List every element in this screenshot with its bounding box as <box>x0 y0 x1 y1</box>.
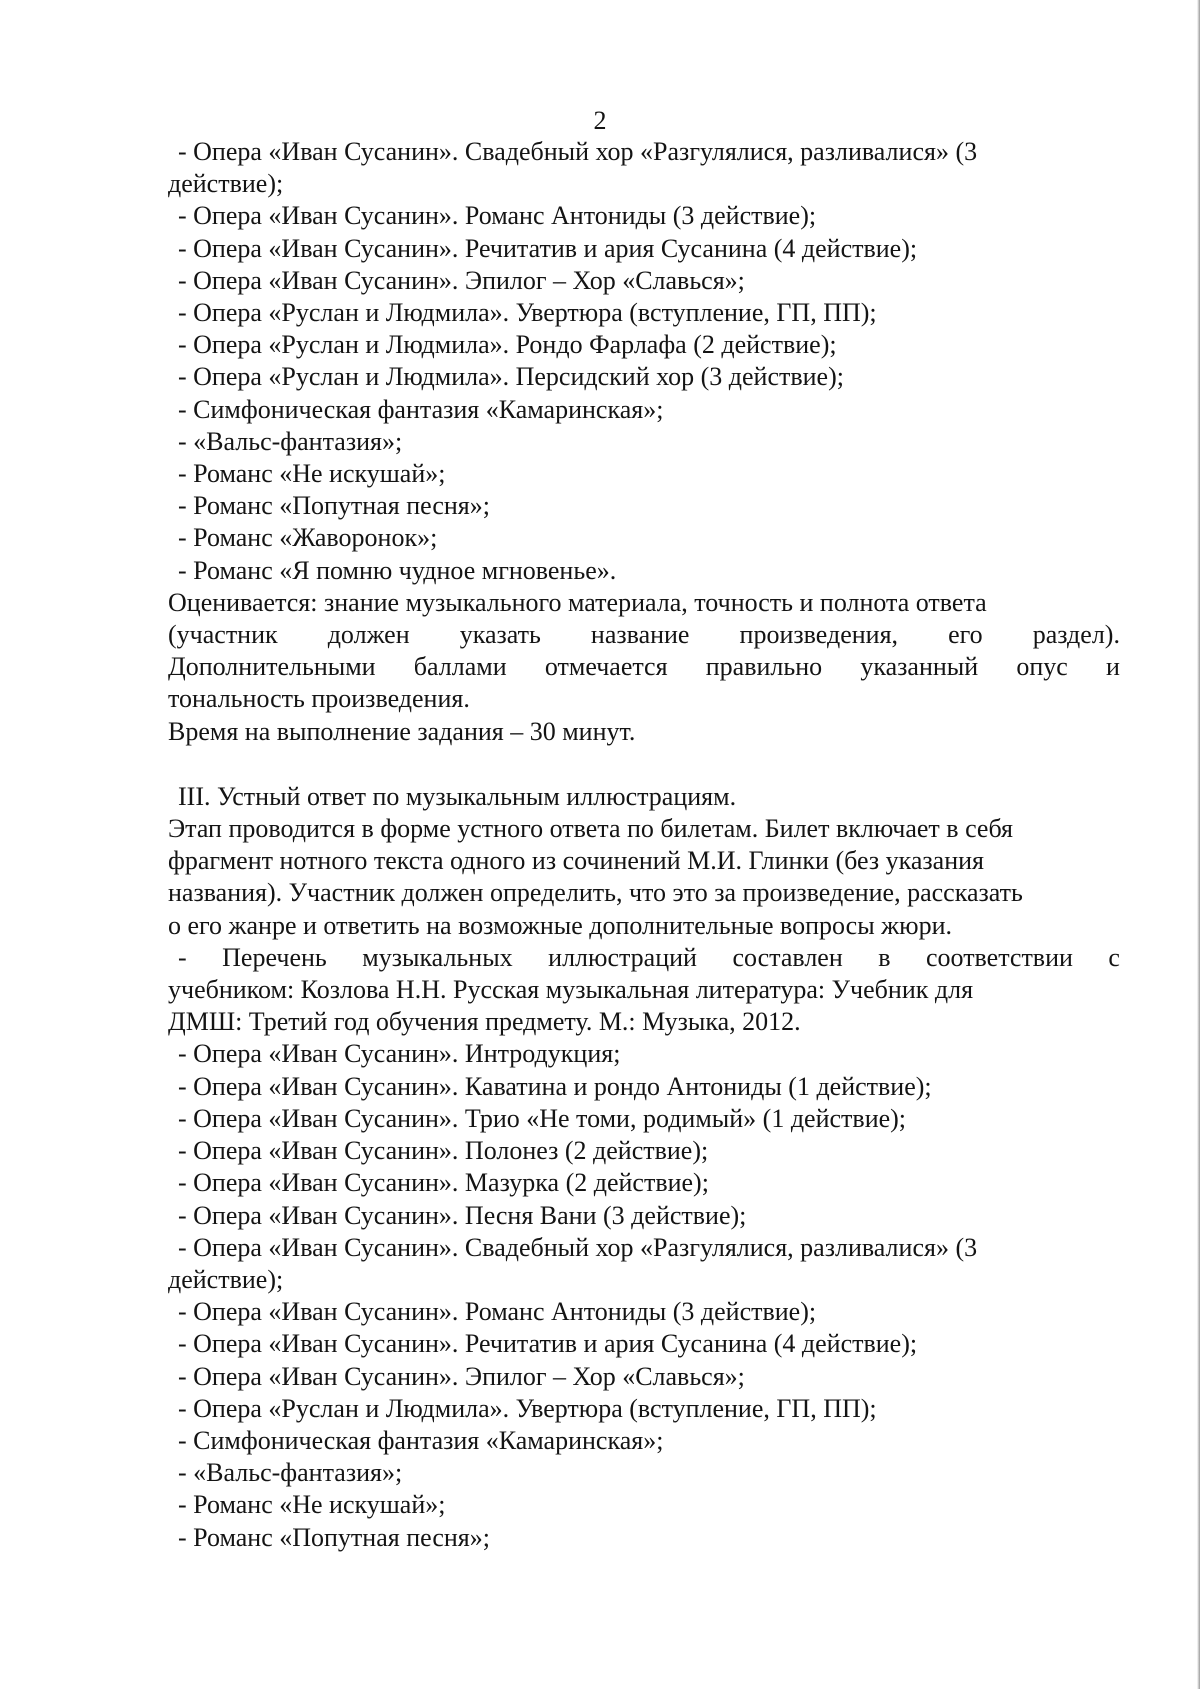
word: баллами <box>413 652 507 682</box>
list-item: - Опера «Руслан и Людмила». Рондо Фарлафа (2 действие); <box>178 330 837 360</box>
list-item: - Опера «Иван Сусанин». Речитатив и ария Сусанина (4 действие); <box>178 233 918 263</box>
word: и <box>1106 652 1120 682</box>
reference-line: учебником: Козлова Н.Н. Русская музыкальная литература: Учебник для <box>168 975 974 1005</box>
list-item: - Опера «Иван Сусанин». Эпилог – Хор «Славься»; <box>178 265 745 295</box>
section-desc-line: фрагмент нотного текста одного из сочинений М.И. Глинки (без указания <box>168 846 985 876</box>
list-item: - Опера «Иван Сусанин». Каватина и рондо Антониды (1 действие); <box>178 1071 932 1101</box>
list-item: - Опера «Руслан и Людмила». Увертюра (вступление, ГП, ПП); <box>178 298 877 328</box>
list-item-continuation: действие); <box>168 1264 284 1294</box>
list-item-text: - Опера «Иван Сусанин». Свадебный хор «Разгулялися, разливалися» (3 <box>178 137 978 166</box>
list-item: - Опера «Иван Сусанин». Речитатив и ария Сусанина (4 действие); <box>178 1329 918 1359</box>
evaluation-line: тональность произведения. <box>168 684 470 714</box>
reference-line-justified <box>168 942 1120 974</box>
list-item: - Романс «Я помню чудное мгновенье». <box>178 555 617 585</box>
word: должен <box>327 620 410 650</box>
list-item: - Опера «Иван Сусанин». Мазурка (2 действие); <box>178 1168 709 1198</box>
list-item: - Романс «Не искушай»; <box>178 1490 446 1520</box>
list-item: - Симфоническая фантазия «Камаринская»; <box>178 1425 664 1455</box>
page-content <box>168 136 1120 1554</box>
list-item-wedding-choir <box>168 1232 1120 1264</box>
list-item: - «Вальс-фантазия»; <box>178 1458 403 1488</box>
spacer <box>168 748 1120 781</box>
list-item-text: - Опера «Иван Сусанин». Свадебный хор «Разгулялися, разливалися» (3 <box>178 1232 978 1262</box>
word: соответствии <box>926 942 1073 972</box>
word: с <box>1108 942 1120 972</box>
word: указать <box>459 620 541 650</box>
section-desc-line: названия). Участник должен определить, что это за произведение, рассказать <box>168 878 1023 908</box>
list-item-wedding-choir <box>168 136 1120 168</box>
list-item: - Романс «Попутная песня»; <box>178 1522 490 1552</box>
word: Дополнительными <box>168 652 376 682</box>
word: - <box>178 942 187 972</box>
list-item: - Опера «Иван Сусанин». Романс Антониды (3 действие); <box>178 1297 817 1327</box>
evaluation-paragraph <box>168 587 1120 748</box>
word: в <box>878 942 891 972</box>
word: название <box>590 620 690 650</box>
word: (участник <box>168 620 278 650</box>
evaluation-line-justified <box>168 619 1120 651</box>
evaluation-line: Оценивается: знание музыкального материала, точность и полнота ответа <box>168 587 987 617</box>
list-item: - Романс «Попутная песня»; <box>178 491 490 521</box>
word: отмечается <box>544 652 668 682</box>
list-item: - Симфоническая фантазия «Камаринская»; <box>178 394 664 424</box>
section-heading: III. Устный ответ по музыкальным иллюстрациям. <box>178 781 737 811</box>
list-item: - Опера «Иван Сусанин». Трио «Не томи, родимый» (1 действие); <box>178 1103 907 1133</box>
section-3 <box>168 781 1120 1039</box>
list-item: - Опера «Иван Сусанин». Полонез (2 действие); <box>178 1136 709 1166</box>
list-item: - Опера «Иван Сусанин». Интродукция; <box>178 1039 621 1069</box>
word: опус <box>1016 652 1068 682</box>
evaluation-line-justified <box>168 651 1120 683</box>
works-list-bottom <box>168 1038 1120 1553</box>
list-item: - Опера «Иван Сусанин». Романс Антониды (3 действие); <box>178 201 817 231</box>
word: произведения, <box>739 620 899 650</box>
list-item: - Опера «Руслан и Людмила». Увертюра (вступление, ГП, ПП); <box>178 1393 877 1423</box>
word: правильно <box>705 652 823 682</box>
page-number: 2 <box>593 106 607 135</box>
word: иллюстраций <box>548 942 697 972</box>
list-item-continuation: действие); <box>168 169 284 199</box>
word: указанный <box>860 652 979 682</box>
list-item: - Опера «Иван Сусанин». Песня Вани (3 действие); <box>178 1200 747 1230</box>
works-list-top <box>168 200 1120 586</box>
word: музыкальных <box>362 942 513 972</box>
reference-line: ДМШ: Третий год обучения предмету. М.: Музыка, 2012. <box>168 1007 801 1037</box>
word: раздел). <box>1032 620 1120 650</box>
word: Перечень <box>222 942 327 972</box>
word: его <box>948 620 983 650</box>
word: составлен <box>732 942 843 972</box>
list-item: - «Вальс-фантазия»; <box>178 426 403 456</box>
list-item: - Романс «Не искушай»; <box>178 459 446 489</box>
list-item: - Романс «Жаворонок»; <box>178 523 438 553</box>
time-limit: Время на выполнение задания – 30 минут. <box>168 716 636 746</box>
list-item: - Опера «Иван Сусанин». Эпилог – Хор «Славься»; <box>178 1361 745 1391</box>
list-item: - Опера «Руслан и Людмила». Персидский хор (3 действие); <box>178 362 844 392</box>
section-desc-line: о его жанре и ответить на возможные дополнительные вопросы жюри. <box>168 910 952 940</box>
section-desc-line: Этап проводится в форме устного ответа по билетам. Билет включает в себя <box>168 814 1014 844</box>
